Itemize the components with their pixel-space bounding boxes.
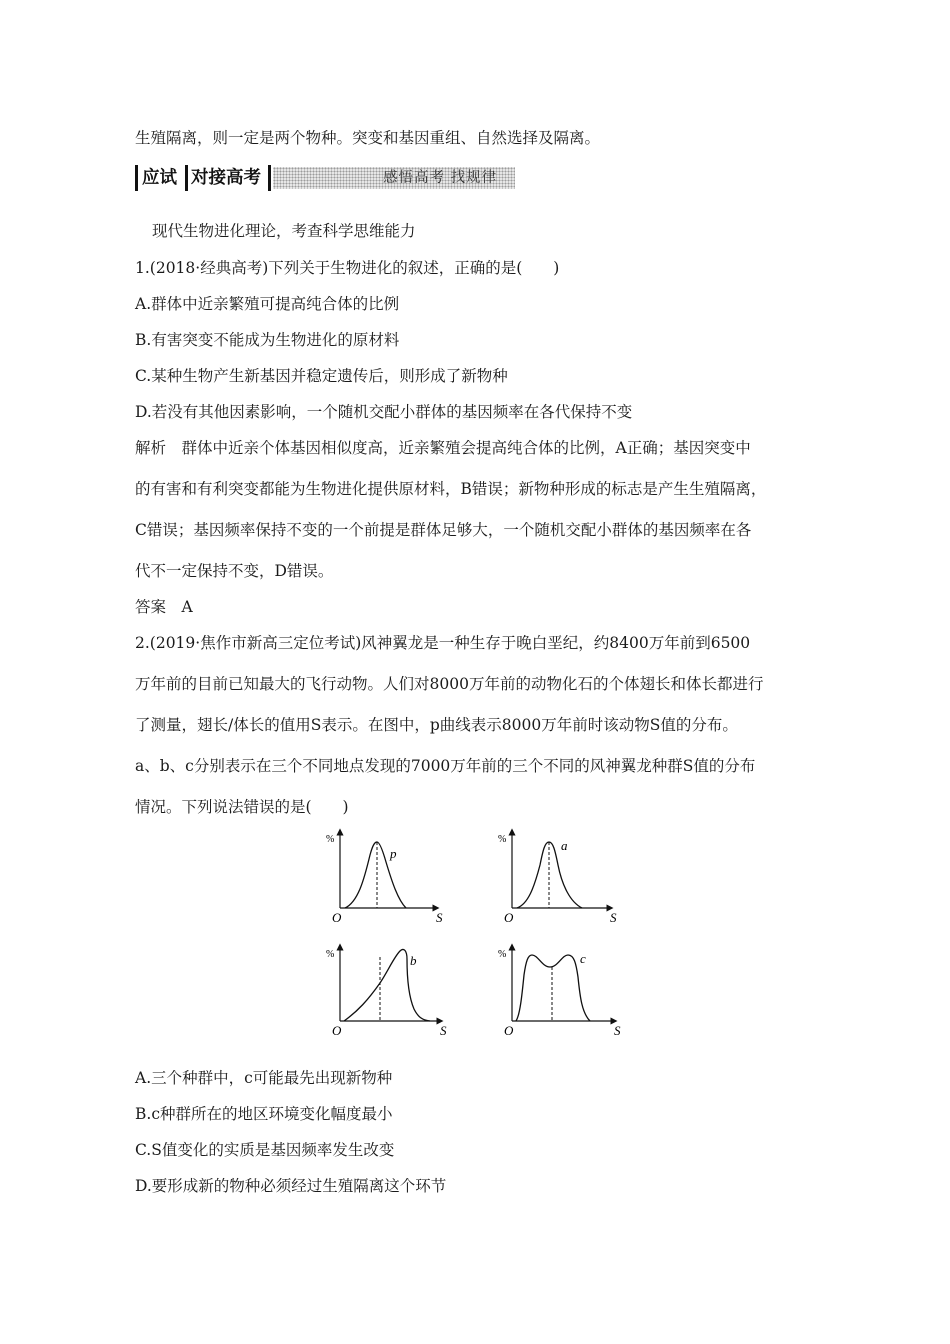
x-label: S	[440, 1023, 447, 1038]
q1-option-c: C.某种生物产生新基因并稳定遗传后，则形成了新物种	[135, 367, 508, 385]
panel-a	[498, 832, 617, 925]
q1-stem: 1.(2018·经典高考)下列关于生物进化的叙述，正确的是( )	[135, 259, 560, 277]
q1-option-b: B.有害突变不能成为生物进化的原材料	[135, 331, 400, 349]
q1-analysis-line: C错误；基因频率保持不变的一个前提是群体足够大，一个随机交配小群体的基因频率在各	[135, 521, 752, 539]
top-line: 生殖隔离，则一定是两个物种。突变和基因重组、自然选择及隔离。	[135, 129, 601, 147]
q2-option-b: B.c种群所在的地区环境变化幅度最小	[135, 1105, 393, 1123]
origin-label: O	[504, 910, 514, 925]
curve-label: b	[410, 953, 417, 968]
q2-option-d: D.要形成新的物种必须经过生殖隔离这个环节	[135, 1177, 447, 1195]
banner-left-part2: 对接高考	[191, 168, 261, 188]
y-label: %	[326, 834, 335, 845]
q2-stem-line: 情况。下列说法错误的是( )	[135, 798, 349, 816]
q1-analysis-line: 代不一定保持不变，D错误。	[135, 562, 334, 580]
q2-stem-line: 了测量，翅长/体长的值用S表示。在图中，p曲线表示8000万年前时该动物S值的分布。	[135, 716, 738, 734]
curve-label: p	[390, 846, 397, 861]
origin-label: O	[504, 1023, 514, 1038]
q2-stem-line: a、b、c分别表示在三个不同地点发现的7000万年前的三个不同的风神翼龙种群S值的分布	[135, 757, 756, 775]
curve-label: a	[561, 838, 568, 853]
x-label: S	[436, 910, 443, 925]
y-label: %	[498, 834, 507, 845]
q2-stem-line: 万年前的目前已知最大的飞行动物。人们对8000万年前的动物化石的个体翅长和体长都进行	[135, 675, 764, 693]
q2-option-a: A.三个种群中，c可能最先出现新物种	[135, 1069, 393, 1087]
y-label: %	[498, 949, 507, 960]
x-label: S	[610, 910, 617, 925]
curve-b	[344, 949, 430, 1021]
curve-label: c	[580, 951, 586, 966]
q1-analysis-line: 的有害和有利突变都能为生物进化提供原材料，B错误；新物种形成的标志是产生生殖隔离，	[135, 480, 767, 498]
origin-label: O	[332, 910, 342, 925]
q2-stem-line: 2.(2019·焦作市新高三定位考试)风神翼龙是一种生存于晚白垩纪，约8400万年前到6500	[135, 634, 751, 652]
q1-option-d: D.若没有其他因素影响，一个随机交配小群体的基因频率在各代保持不变	[135, 403, 633, 421]
curve-p	[345, 842, 406, 908]
q1-option-a: A.群体中近亲繁殖可提高纯合体的比例	[135, 295, 400, 313]
panel-c	[498, 947, 621, 1038]
panel-p	[326, 832, 443, 925]
banner-right-text: 感悟高考 找规律	[383, 170, 498, 186]
y-label: %	[326, 949, 335, 960]
q1-analysis-line: 解析 群体中近亲个体基因相似度高，近亲繁殖会提高纯合体的比例，A正确；基因突变中	[135, 439, 751, 457]
curve-c	[516, 955, 590, 1021]
q1-answer: 答案 A	[135, 598, 193, 616]
panel-b	[326, 947, 447, 1038]
origin-label: O	[332, 1023, 342, 1038]
section-title: 现代生物进化理论，考查科学思维能力	[152, 222, 416, 240]
x-label: S	[614, 1023, 621, 1038]
q2-option-c: C.S值变化的实质是基因频率发生改变	[135, 1141, 395, 1159]
banner-left-part1: 应试	[142, 168, 177, 188]
